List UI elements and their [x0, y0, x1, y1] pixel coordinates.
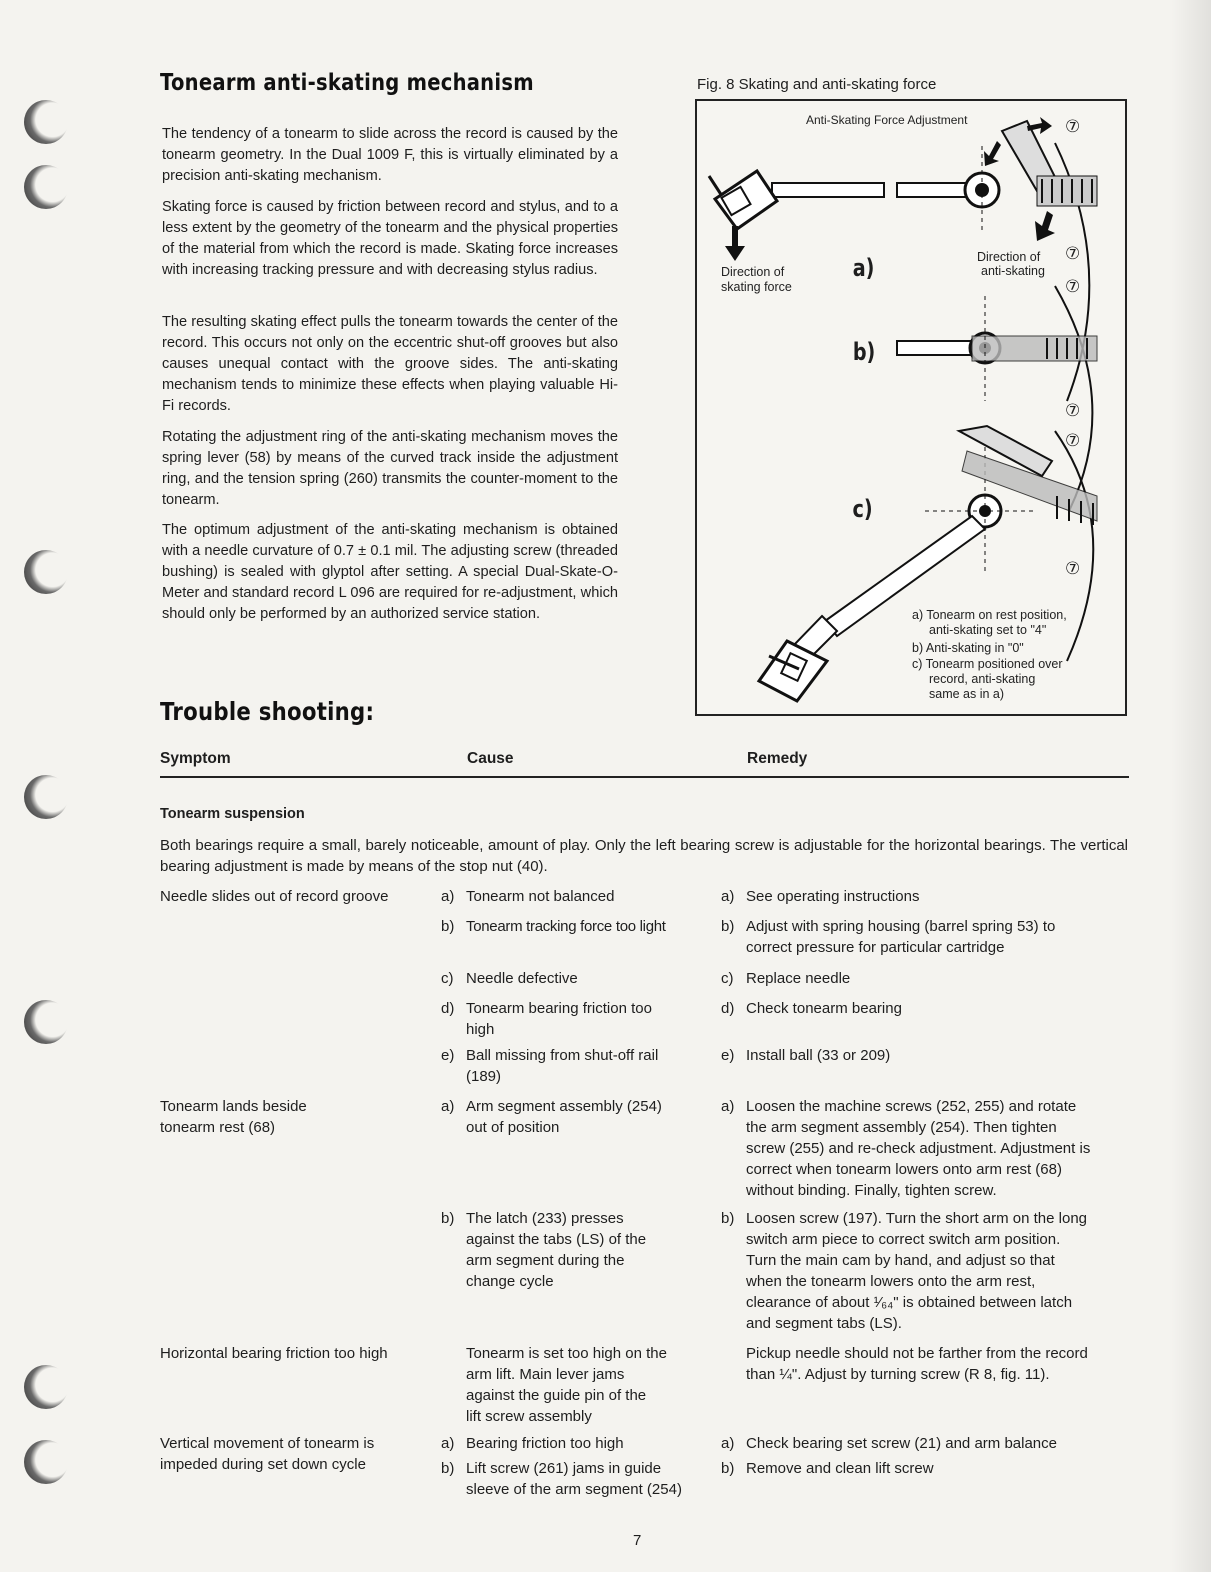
- remedy-item: a) See operating instructions: [721, 888, 920, 905]
- binder-hole: [24, 1000, 68, 1044]
- dial-mark: ⑦: [1065, 559, 1081, 578]
- symptom-cell: tonearm rest (68): [160, 1119, 276, 1136]
- figure-label-a: a): [852, 254, 875, 282]
- section-heading-anti-skating: Tonearm anti-skating mechanism: [160, 70, 534, 96]
- figure-legend-line: anti-skating set to "4": [929, 623, 1047, 637]
- cause-item: e) Ball missing from shut-off rail (189): [441, 1047, 659, 1085]
- cause-item: a) Arm segment assembly (254) out of position: [441, 1098, 662, 1136]
- column-header-symptom: Symptom: [160, 750, 231, 767]
- anti-skating-direction-label: Direction of: [977, 250, 1041, 264]
- remedy-item: b) Remove and clean lift screw: [721, 1460, 934, 1477]
- binder-hole: [24, 165, 68, 209]
- remedy-text: than ¼". Adjust by turning screw (R 8, fig. 11).: [746, 1366, 1050, 1383]
- figure-legend-line: record, anti-skating: [929, 672, 1036, 686]
- symptom-cell: Tonearm lands beside: [160, 1098, 307, 1115]
- anti-skating-direction-label: anti-skating: [981, 264, 1045, 278]
- adjustment-label: Anti-Skating Force Adjustment: [806, 113, 968, 127]
- dial-mark: ⑦: [1065, 277, 1081, 296]
- symptom-cell: Horizontal bearing friction too high: [160, 1345, 388, 1362]
- figure-legend-line: same as in a): [929, 687, 1005, 701]
- dial-mark: ⑦: [1065, 244, 1081, 263]
- column-header-cause: Cause: [467, 750, 514, 767]
- figure-label-c: c): [852, 495, 873, 523]
- binder-hole: [24, 550, 68, 594]
- cause-item: a) Tonearm not balanced: [441, 888, 615, 905]
- subsection-title: Tonearm suspension: [160, 806, 305, 822]
- dial-mark: ⑦: [1065, 401, 1081, 420]
- cause-text: Tonearm is set too high on the: [466, 1345, 667, 1362]
- figure-legend-line: c) Tonearm positioned over: [912, 657, 1063, 671]
- section-heading-trouble-shooting: Trouble shooting:: [160, 697, 375, 726]
- figure-label-b: b): [852, 338, 876, 366]
- dial-mark: ⑦: [1065, 431, 1081, 450]
- skating-direction-label: Direction of: [721, 265, 785, 279]
- cause-item: a) Bearing friction too high: [441, 1435, 624, 1452]
- symptom-cell: impeded during set down cycle: [160, 1456, 366, 1473]
- paragraph: The tendency of a tonearm to slide across the record is caused by the tonearm geometry. In the Dual 1009 F, this is virtually eliminated by a precision anti-skating mechanism.: [162, 126, 618, 184]
- figure-legend-line: b) Anti-skating in "0": [912, 641, 1024, 655]
- binder-hole: [24, 1365, 68, 1409]
- cause-item: d) Tonearm bearing friction too high: [441, 1000, 652, 1038]
- binder-hole: [24, 1440, 68, 1484]
- remedy-item: a) Loosen the machine screws (252, 255) and rotate the arm segment assembly (254). Then tighten screw (255) and re-check adjustment. Adjustment is correct when tonearm lowers onto arm rest (68) without binding. Finally, tighten screw.: [721, 1098, 1091, 1199]
- cause-item: c) Needle defective: [441, 970, 578, 987]
- remedy-item: c) Replace needle: [721, 970, 851, 987]
- cause-item: b) Lift screw (261) jams in guide sleeve of the arm segment (254): [441, 1460, 682, 1498]
- paragraph: Skating force is caused by friction between record and stylus, and to a less extent by the geometry of the tonearm and the physical properties of the material from which the record is made. Skating force increases with increasing tracking pressure and with decreasing stylus radius.: [162, 199, 618, 278]
- symptom-cell: Needle slides out of record groove: [160, 888, 389, 905]
- remedy-item: b) Loosen screw (197). Turn the short arm on the long switch arm piece to correct switch arm position. Turn the main cam by hand, and adjust so that when the tonearm lowers onto the arm rest, clearance of about ¹⁄₆₄" is obtained between latch and segment tabs (LS).: [721, 1210, 1088, 1332]
- skating-direction-label: skating force: [721, 280, 792, 294]
- cause-item: b) The latch (233) presses against the tabs (LS) of the arm segment during the change cycle: [441, 1210, 647, 1290]
- binder-hole: [24, 100, 68, 144]
- remedy-text: Pickup needle should not be farther from the record: [746, 1345, 1088, 1362]
- figure-caption: Fig. 8 Skating and anti-skating force: [697, 76, 937, 93]
- remedy-item: d) Check tonearm bearing: [721, 1000, 902, 1017]
- symptom-cell: Vertical movement of tonearm is: [160, 1435, 375, 1452]
- intro-paragraph: Both bearings require a small, barely noticeable, amount of play. Only the left bearing screw is adjustable for the horizontal bearings. The vertical bearing adjustment is made by means of the stop nut (40).: [160, 837, 1128, 875]
- paragraph: Rotating the adjustment ring of the anti-skating mechanism moves the spring lever (58) by means of the curved track inside the adjustment ring, and the tension spring (260) transmits the counter-moment to the tonearm.: [162, 429, 618, 508]
- cause-text: against the guide pin of the: [466, 1387, 647, 1404]
- column-header-remedy: Remedy: [747, 750, 808, 767]
- remedy-item: a) Check bearing set screw (21) and arm balance: [721, 1435, 1057, 1452]
- page-number: 7: [633, 1532, 642, 1549]
- paragraph: The optimum adjustment of the anti-skating mechanism is obtained with a needle curvature of 0.7 ± 0.1 mil. The adjusting screw (threaded bushing) is sealed with glyptol after setting. A special Dual-Skate-O-Meter and standard record L 096 are required for re-adjustment, which should only be performed by an authorized service station.: [162, 522, 618, 622]
- figure-legend-line: a) Tonearm on rest position,: [912, 608, 1067, 622]
- header-divider: [160, 776, 1129, 778]
- binder-hole: [24, 775, 68, 819]
- page-edge-shadow: [1171, 0, 1211, 1572]
- dial-mark: ⑦: [1065, 117, 1081, 136]
- cause-text: arm lift. Main lever jams: [466, 1366, 625, 1383]
- figure-skating-diagram: [695, 99, 1127, 716]
- paragraph: The resulting skating effect pulls the tonearm towards the center of the record. This occurs not only on the eccentric shut-off grooves but also causes unequal contact with the groove sides. The anti-skating mechanism tends to minimize these effects when playing valuable Hi-Fi records.: [162, 314, 618, 414]
- remedy-item: b) Adjust with spring housing (barrel spring 53) to correct pressure for particular cartridge: [721, 918, 1056, 956]
- remedy-item: e) Install ball (33 or 209): [721, 1047, 891, 1064]
- cause-text: lift screw assembly: [466, 1408, 592, 1425]
- cause-item: b) Tonearm tracking force too light: [441, 918, 666, 935]
